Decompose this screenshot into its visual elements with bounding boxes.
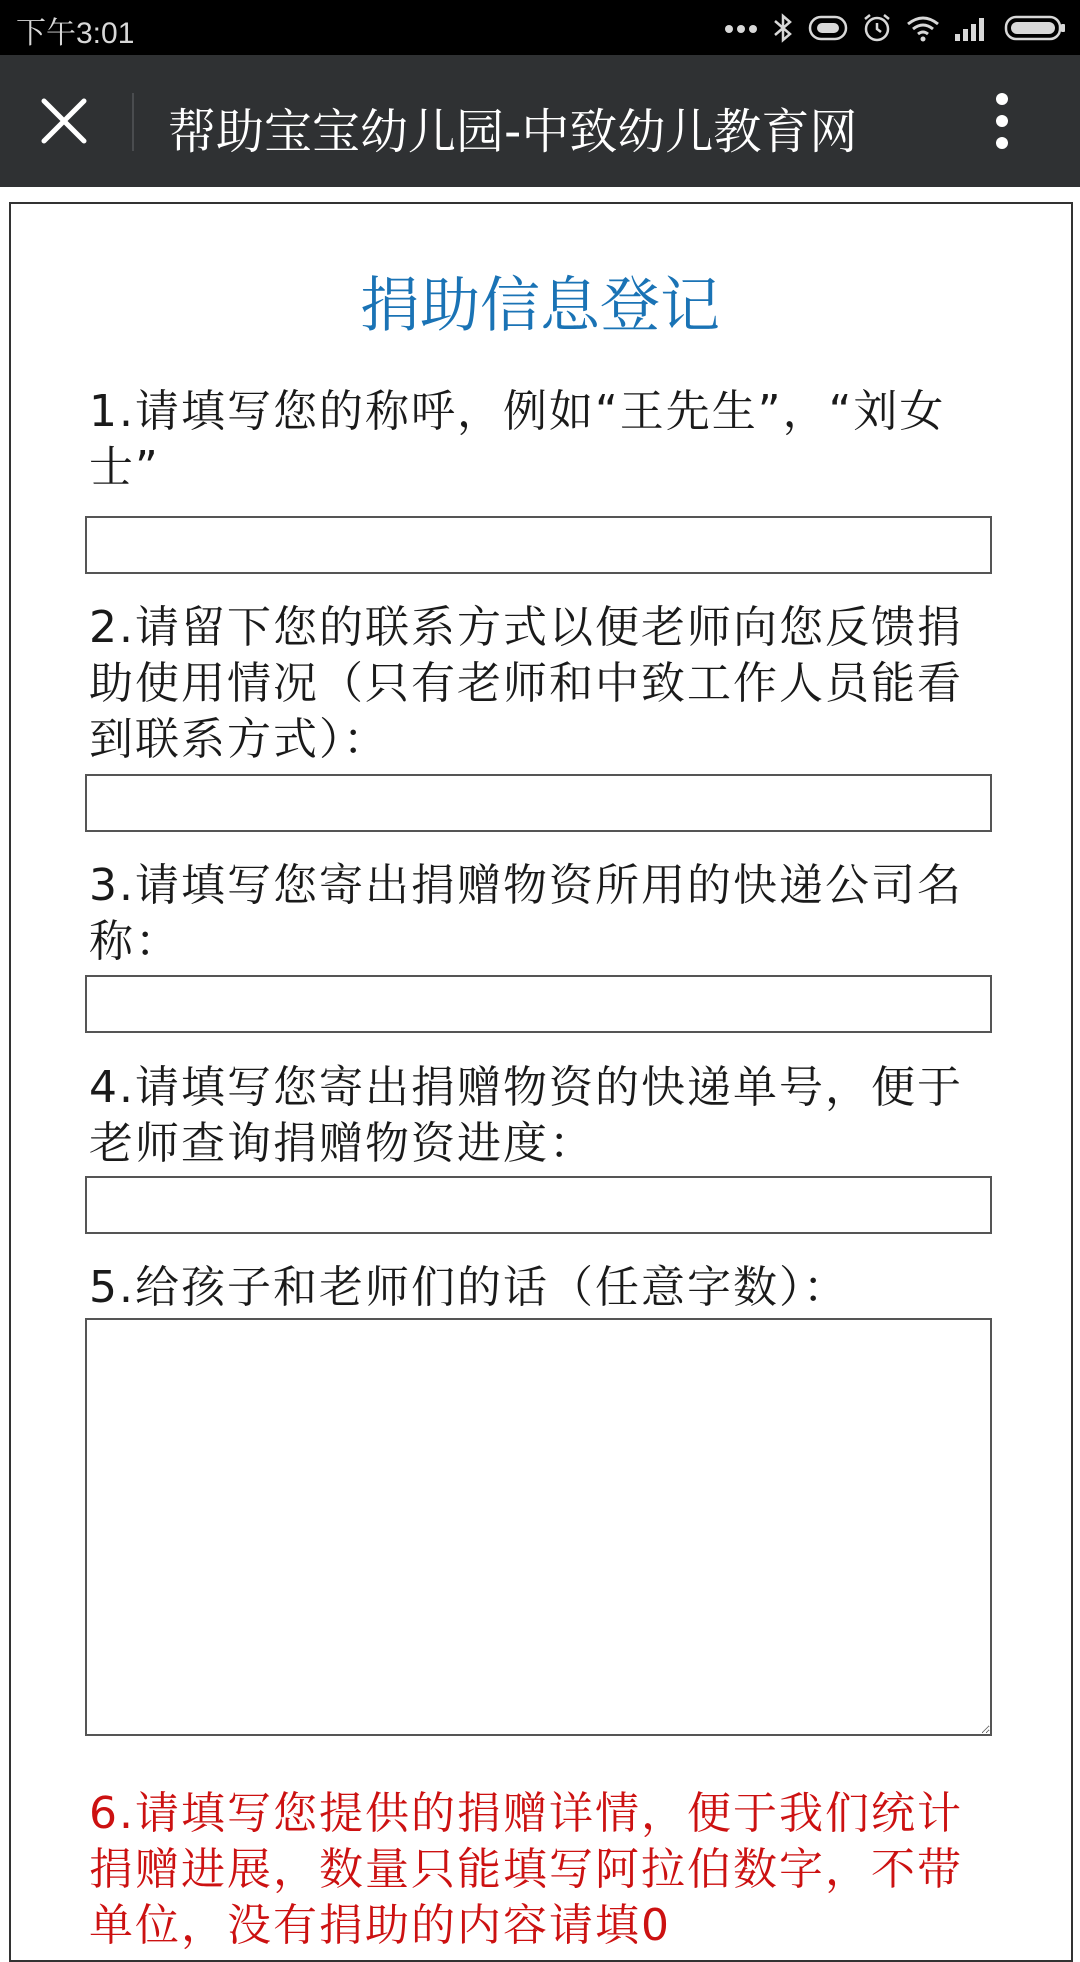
message-textarea[interactable] [85, 1318, 992, 1736]
courier-company-input[interactable] [85, 975, 992, 1033]
wifi-icon [906, 14, 940, 42]
close-icon[interactable] [38, 95, 90, 147]
status-icons [724, 10, 1066, 46]
name-input[interactable] [85, 516, 992, 574]
question-6-label: 6.请填写您提供的捐赠详情，便于我们统计捐赠进展，数量只能填写阿拉伯数字，不带单位，没有捐助的内容请填0 [89, 1788, 963, 1951]
status-bar [0, 0, 1080, 55]
question-3-label: 3.请填写您寄出捐赠物资所用的快递公司名称： [89, 860, 963, 967]
alarm-icon [862, 13, 892, 43]
more-vertical-icon[interactable] [990, 91, 1014, 151]
question-5-label: 5.给孩子和老师们的话（任意字数）： [89, 1262, 849, 1313]
form-title: 捐助信息登记 [360, 271, 720, 341]
contact-input[interactable] [85, 774, 992, 832]
question-4-label: 4.请填写您寄出捐赠物资的快递单号，便于老师查询捐赠物资进度： [89, 1062, 963, 1169]
status-time: 下午3:01 [16, 17, 135, 50]
bluetooth-icon [772, 12, 794, 44]
battery-icon [1004, 14, 1066, 42]
more-dots-icon [724, 22, 758, 34]
page-title: 帮助宝宝幼儿园-中致幼儿教育网 [168, 104, 858, 160]
nav-bar [0, 55, 1080, 187]
signal-icon [954, 14, 990, 42]
question-1-label: 1.请填写您的称呼，例如“王先生”，“刘女士” [89, 386, 946, 493]
tracking-number-input[interactable] [85, 1176, 992, 1234]
nav-divider [132, 93, 134, 151]
question-2-label: 2.请留下您的联系方式以便老师向您反馈捐助使用情况（只有老师和中致工作人员能看到联系方式）： [89, 602, 963, 765]
vibrate-icon [808, 14, 848, 42]
